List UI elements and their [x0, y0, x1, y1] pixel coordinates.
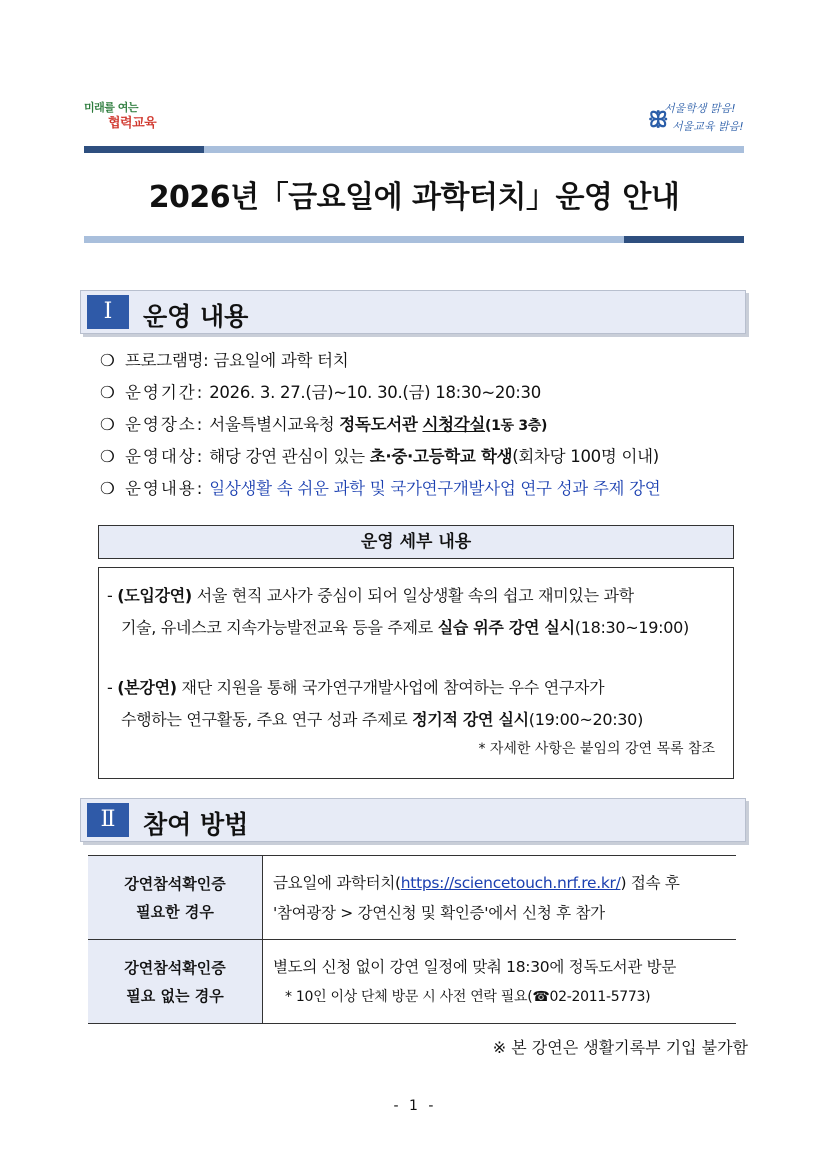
section-1-title: 운영 내용: [143, 302, 249, 331]
list-item-program: ❍ 프로그램명: 금요일에 과학 터치: [100, 345, 760, 377]
list-item-place: ❍ 운영장소: 서울특별시교육청 정독도서관 시청각실(1동 3층): [100, 409, 760, 441]
right-logo-line1: 서울학생 맑음!: [664, 102, 736, 115]
table-row: [88, 856, 736, 939]
operation-info-list: [100, 345, 760, 505]
circle-bullet-icon: ❍: [100, 383, 115, 402]
table-row: [88, 939, 736, 1023]
page-number: - 1 -: [393, 1098, 437, 1114]
participation-table: [88, 855, 736, 1024]
list-item-target: ❍ 운영대상: 해당 강연 관심이 있는 초·중·고등학교 학생(회차당 100명 이내): [100, 441, 760, 473]
left-logo-line2: 협력교육: [108, 116, 157, 131]
list-item-period: ❍ 운영기간: 2026. 3. 27.(금)~10. 30.(금) 18:30~20:30: [100, 377, 760, 409]
row-header-cell: 강연참석확인증 필요 없는 경우: [88, 940, 263, 1023]
section-2-number: Ⅱ: [87, 803, 129, 837]
circle-bullet-icon: ❍: [100, 447, 115, 466]
section-1-number: Ⅰ: [87, 295, 129, 329]
title-top-bar: [84, 146, 744, 153]
left-logo: [84, 100, 174, 132]
butterfly-logo-icon: ꕥ: [648, 108, 669, 133]
right-logo: [648, 98, 750, 138]
detail-heading: 운영 세부 내용: [98, 525, 734, 559]
detail-box: [98, 567, 734, 779]
title-bottom-bar: [84, 236, 744, 243]
section-2-title: 참여 방법: [143, 810, 249, 839]
circle-bullet-icon: ❍: [100, 479, 115, 498]
page-title: 2026년「금요일에 과학터치」운영 안내: [148, 180, 680, 215]
sciencetouch-link[interactable]: https://sciencetouch.nrf.re.kr/: [400, 873, 621, 892]
detail-note: * 자세한 사항은 붙임의 강연 목록 참조: [478, 741, 715, 757]
row-content-cell: 금요일에 과학터치(https://sciencetouch.nrf.re.kr/) 접속 후 '참여광장 > 강연신청 및 확인증'에서 신청 후 참가: [273, 873, 680, 922]
section-1-header: [80, 290, 746, 334]
row-content-cell: 별도의 신청 없이 강연 일정에 맞춰 18:30에 정독도서관 방문 * 10인 이상 단체 방문 시 사전 연락 필요(☎02-2011-5773): [273, 957, 676, 1005]
circle-bullet-icon: ❍: [100, 415, 115, 434]
footnote: ※ 본 강연은 생활기록부 기입 불가함: [492, 1038, 748, 1057]
row-header-cell: 강연참석확인증 필요한 경우: [88, 856, 263, 939]
circle-bullet-icon: ❍: [100, 351, 115, 370]
list-item-content: ❍ 운영내용: 일상생활 속 쉬운 과학 및 국가연구개발사업 연구 성과 주제 강연: [100, 473, 760, 505]
left-logo-line1: 미래를 여는: [84, 101, 138, 114]
intro-lecture-paragraph: - (도입강연) 서울 현직 교사가 중심이 되어 일상생활 속의 쉽고 재미있는 과학 기술, 유네스코 지속가능발전교육 등을 주제로 실습 위주 강연 실시(18:30~19:00): [107, 586, 689, 637]
right-logo-line2: 서울교육 밝음!: [672, 120, 744, 133]
main-lecture-paragraph: - (본강연) 재단 지원을 통해 국가연구개발사업에 참여하는 우수 연구자가 수행하는 연구활동, 주요 연구 성과 주제로 정기적 강연 실시(19:00~20:30): [107, 678, 644, 729]
section-2-header: [80, 798, 746, 842]
